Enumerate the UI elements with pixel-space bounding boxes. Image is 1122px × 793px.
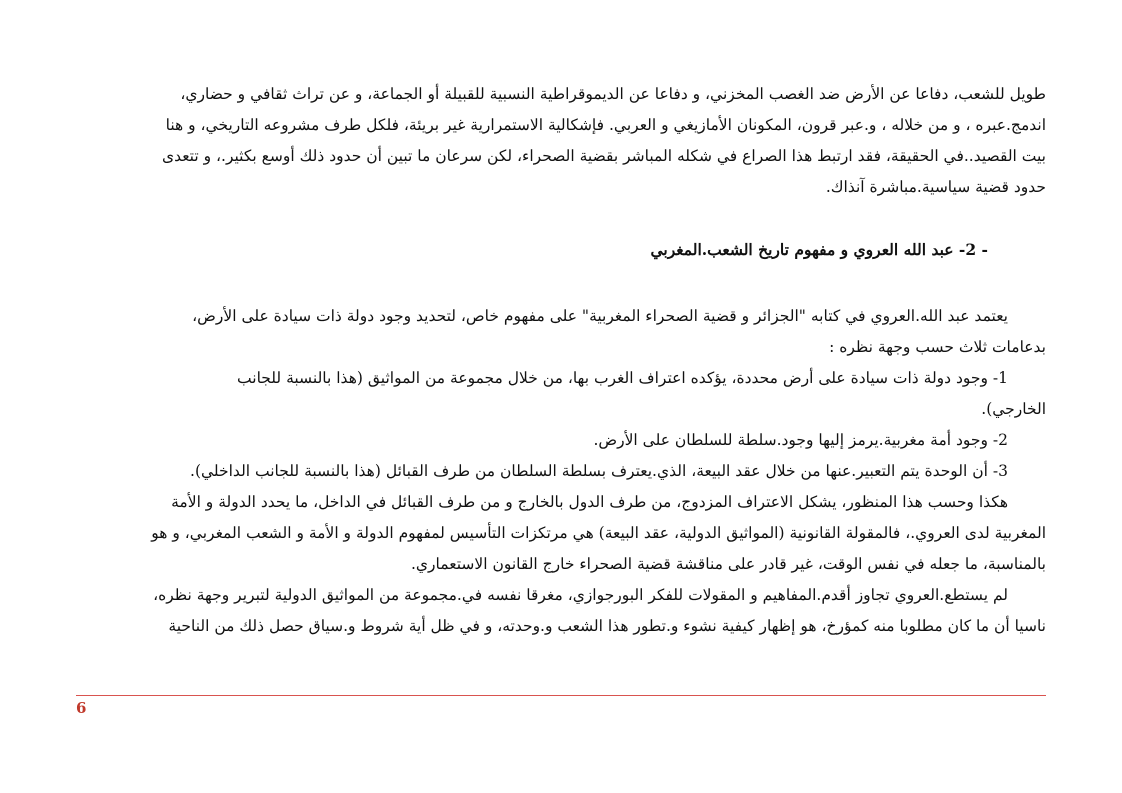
- section-heading: - 2- عبد الله العروي و مفهوم تاريخ الشعب.المغربي: [650, 240, 988, 259]
- text-line: يعتمد عبد الله.العروي في كتابه "الجزائر و قضية الصحراء المغربية" على مفهوم خاص، لتحديد وجود دولة ذات سيادة على الأرض،: [192, 307, 1008, 325]
- intro-paragraph: [78, 79, 1046, 203]
- text-line: الخارجي).: [981, 400, 1046, 418]
- page-number: 6: [76, 699, 87, 717]
- text-line: لم يستطع.العروي تجاوز أقدم.المفاهيم و المقولات للفكر البورجوازي، مغرقا نفسه في.مجموعة من المواثيق الدولية لتبرير وجهة نظره،: [153, 586, 1008, 604]
- text-line: 3- أن الوحدة يتم التعبير.عنها من خلال عقد البيعة، الذي.يعترف بسلطة السلطان من طرف القبائل (هذا بالنسبة للجانب الداخلي).: [190, 462, 1008, 480]
- text-line: بدعامات ثلاث حسب وجهة نظره :: [829, 338, 1046, 356]
- text-line: طويل للشعب، دفاعا عن الأرض ضد الغصب المخزني، و دفاعا عن الديموقراطية النسبية للقبيلة أو الجماعة، و عن تراث ثقافي و حضاري،: [180, 85, 1046, 103]
- text-line: حدود قضية سياسية.مباشرة آنذاك.: [825, 178, 1046, 196]
- text-line: هكذا وحسب هذا المنظور، يشكل الاعتراف المزدوج، من طرف الدول بالخارج و من طرف القبائل في الداخل، ما يحدد الدولة و الأمة: [171, 493, 1008, 511]
- footer-divider: [76, 695, 1046, 696]
- text-line: اندمج.عبره ، و من خلاله ، و.عبر قرون، المكونان الأمازيغي و العربي. فإشكالية الاستمرارية غير بريئة، فلكل طرف مشروعه التاريخي، و هنا: [165, 116, 1046, 134]
- text-line: بالمناسبة، ما جعله في نفس الوقت، غير قادر على مناقشة قضية الصحراء خارج القانون الاستعماري.: [411, 555, 1046, 573]
- text-line: 1- وجود دولة ذات سيادة على أرض محددة، يؤكده اعتراف الغرب بها، من خلال مجموعة من المواثيق (هذا بالنسبة للجانب: [237, 369, 1008, 387]
- body-text: [78, 301, 1046, 642]
- text-line: المغربية لدى العروي.، فالمقولة القانونية (المواثيق الدولية، عقد البيعة) هي مرتكزات التأسيس لمفهوم الدولة و الأمة و الشعب المغربي، و هو: [151, 524, 1046, 542]
- text-line: 2- وجود أمة مغربية.يرمز إليها وجود.سلطة للسلطان على الأرض.: [593, 431, 1008, 449]
- text-line: بيت القصيد..في الحقيقة، فقد ارتبط هذا الصراع في شكله المباشر بقضية الصحراء، لكن سرعان ما تبين أن حدود ذلك أوسع بكثير.، و تتعدى: [161, 147, 1046, 165]
- text-line: ناسيا أن ما كان مطلوبا منه كمؤرخ، هو إظهار كيفية نشوء و.تطور هذا الشعب و.وحدته، و في ظل أية شروط و.سياق حصل ذلك من الناحية: [168, 617, 1046, 635]
